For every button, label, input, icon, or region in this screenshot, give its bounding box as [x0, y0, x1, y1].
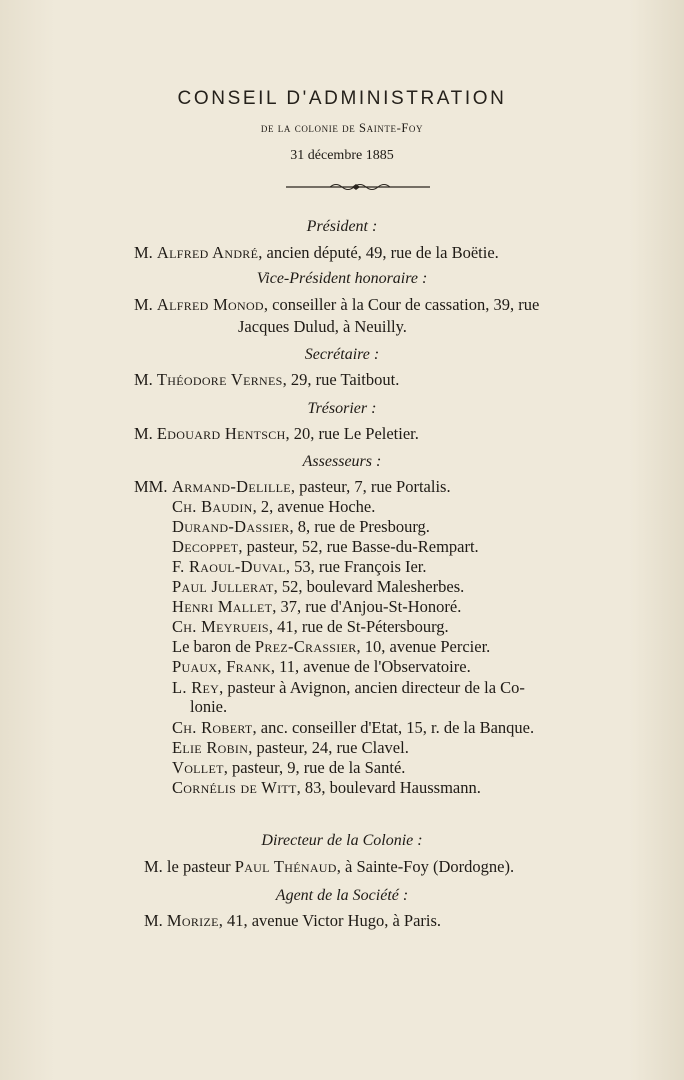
assessor-details: , anc. conseiller d'Etat, 15, r. de la Banque. [252, 718, 535, 737]
assessor-details: , 37, rue d'Anjou-St-Honoré. [272, 597, 462, 616]
document-date: 31 décembre 1885 [290, 148, 394, 163]
assessor-name: Prez-Crassier [254, 637, 357, 656]
assessor-pre: Le baron de [172, 637, 255, 656]
assessor-details: , 8, rue de Presbourg. [289, 517, 430, 536]
assessor-details: , pasteur, 9, rue de la Santé. [223, 758, 406, 777]
assessor-entry [172, 778, 481, 798]
assessor-name: Elie Robin [172, 738, 249, 757]
assessor-name: Armand-Delille [172, 477, 291, 496]
secretary-prefix: M. [134, 370, 153, 389]
assessor-entry [172, 477, 451, 497]
assessor-name: Puaux, Frank [172, 657, 271, 676]
vice-president-entry [134, 295, 539, 315]
assessor-name: Ch. Baudin [172, 497, 253, 516]
assessor-name: Henri Mallet [172, 597, 273, 616]
agent-prefix: M. [144, 911, 163, 930]
assessor-entry [172, 738, 409, 758]
assessor-name: L. Rey [172, 678, 220, 697]
assessor-details: , 41, rue de St-Pétersbourg. [268, 617, 449, 636]
secretary-heading: Secrétaire : [304, 346, 380, 363]
treasurer-heading: Trésorier : [307, 400, 377, 417]
assessor-details: , 2, avenue Hoche. [252, 497, 376, 516]
assessor-entry [172, 657, 471, 677]
assessor-name: Ch. Robert [172, 718, 253, 737]
assessor-name: Ch. Meyrueis [172, 617, 269, 636]
document-subtitle: de la colonie de Sainte-Foy [260, 121, 424, 135]
assessor-entry-continued [190, 697, 227, 717]
assessor-details: , 53, rue François Ier. [285, 557, 427, 576]
director-details: , à Sainte-Foy (Dordogne). [336, 857, 515, 876]
director-prefix: M. [144, 857, 163, 876]
vice-president-details-continued: Jacques Dulud, à Neuilly. [238, 317, 407, 336]
secretary-name: Théodore Vernes [156, 370, 283, 389]
assessor-entry [172, 517, 430, 537]
treasurer-details: , 20, rue Le Peletier. [285, 424, 419, 443]
assessor-name: Cornélis de Witt [172, 778, 297, 797]
assessor-name: Decoppet [172, 537, 239, 556]
director-entry [144, 857, 514, 877]
assessor-entry [172, 577, 464, 597]
agent-details: , 41, avenue Victor Hugo, à Paris. [218, 911, 442, 930]
assessor-name: Vollet [172, 758, 224, 777]
president-details: , ancien député, 49, rue de la Boëtie. [258, 243, 499, 262]
assessor-details: , pasteur, 24, rue Clavel. [248, 738, 409, 757]
assessor-details: , pasteur, 7, rue Portalis. [290, 477, 451, 496]
assessor-details: , 10, avenue Percier. [356, 637, 491, 656]
agent-entry [144, 911, 441, 931]
president-heading: Président : [306, 218, 378, 235]
treasurer-entry [134, 424, 419, 444]
assessor-name: F. Raoul-Duval [172, 557, 286, 576]
assessor-entry [172, 557, 427, 577]
assessor-entry [172, 678, 525, 698]
assessors-heading: Assesseurs : [302, 453, 382, 470]
assessor-entry [172, 617, 449, 637]
assessor-details: , 11, avenue de l'Observatoire. [270, 657, 471, 676]
secretary-entry [134, 370, 399, 390]
treasurer-prefix: M. [134, 424, 153, 443]
assessor-details: , 83, boulevard Haussmann. [296, 778, 481, 797]
assessor-details: , pasteur à Avignon, ancien directeur de la Co- [219, 678, 525, 697]
assessor-name: Durand-Dassier [172, 517, 290, 536]
vice-president-heading: Vice-Président honoraire : [256, 270, 428, 287]
ornament-divider [286, 180, 430, 194]
assessor-details: lonie. [190, 697, 228, 716]
president-entry [134, 243, 499, 263]
assessor-details: , 52, boulevard Malesherbes. [273, 577, 465, 596]
director-title: le pasteur [162, 857, 235, 876]
agent-heading: Agent de la Société : [275, 887, 409, 904]
assessor-details: , pasteur, 52, rue Basse-du-Rempart. [238, 537, 479, 556]
president-name: Alfred André [156, 243, 259, 262]
assessor-entry [172, 637, 490, 657]
vice-president-name: Alfred Monod [156, 295, 264, 314]
assessor-entry [172, 758, 405, 778]
document-title: CONSEIL D'ADMINISTRATION [177, 88, 507, 109]
assessor-name: Paul Jullerat [172, 577, 274, 596]
director-heading: Directeur de la Colonie : [261, 832, 423, 849]
assessor-entry [172, 497, 375, 517]
president-prefix: M. [134, 243, 153, 262]
assessor-entry [172, 718, 534, 738]
treasurer-name: Edouard Hentsch [156, 424, 286, 443]
vice-president-details: , conseiller à la Cour de cassation, 39, rue [263, 295, 540, 314]
director-name: Paul Thénaud [234, 857, 337, 876]
assessor-entry [172, 597, 461, 617]
assessors-prefix: MM. [134, 477, 168, 496]
vice-president-prefix: M. [134, 295, 153, 314]
secretary-details: , 29, rue Taitbout. [282, 370, 400, 389]
assessor-entry [172, 537, 479, 557]
agent-name: Morize [166, 911, 219, 930]
